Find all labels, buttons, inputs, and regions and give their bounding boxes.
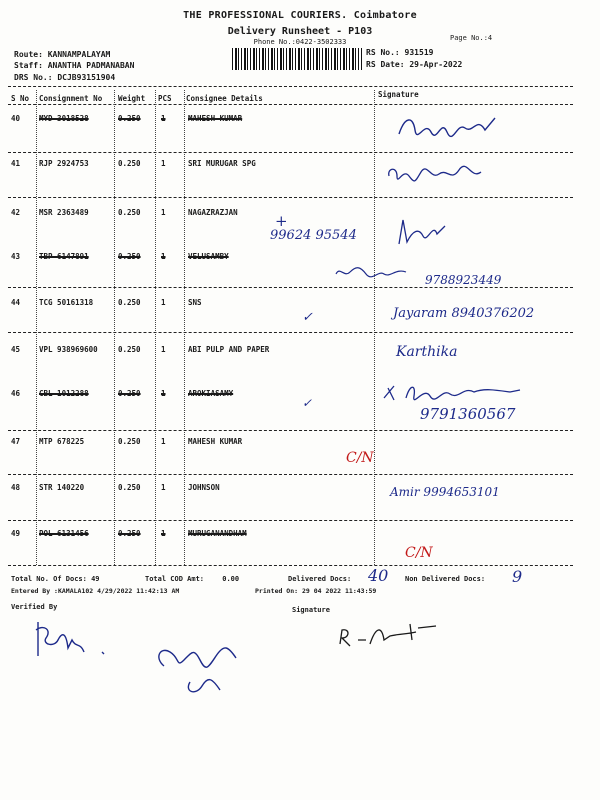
cell-consignee: MAHESH KUMAR xyxy=(188,114,243,123)
handwritten-non-delivered-count: 9 xyxy=(512,567,523,586)
cell-consignee: ABI PULP AND PAPER xyxy=(188,345,270,354)
cell-sno: 48 xyxy=(11,483,21,492)
cell-consignee: MAHESH KUMAR xyxy=(188,437,243,446)
cell-pcs: 1 xyxy=(161,345,166,354)
route-row xyxy=(14,50,110,59)
staff-row xyxy=(14,61,134,70)
cell-weight: 0.250 xyxy=(118,208,141,217)
col-divider xyxy=(114,90,115,565)
page-number: Page No.:4 xyxy=(450,34,493,42)
cell-consignment-no: CBL 1012288 xyxy=(39,389,89,398)
signature-row-40 xyxy=(395,112,505,144)
cell-consignment-no: MSR 2363489 xyxy=(39,208,89,217)
col-header-weight: Weight xyxy=(118,94,146,103)
row-separator xyxy=(8,197,573,198)
cell-pcs: 1 xyxy=(161,298,166,307)
cell-pcs: 1 xyxy=(161,529,166,538)
table-bottom-rule xyxy=(8,565,573,566)
table-top-rule xyxy=(8,86,573,87)
handwritten-phone-42: 99624 95544 xyxy=(270,228,357,243)
cell-consignment-no: TBP 6147891 xyxy=(39,252,89,261)
table-header-rule xyxy=(8,104,573,105)
cell-consignee: AROKIASAMY xyxy=(188,389,234,398)
handwritten-phone-43: 9788923449 xyxy=(425,273,502,287)
rs-date-row xyxy=(366,60,462,69)
col-divider xyxy=(374,90,375,565)
row-separator xyxy=(8,152,573,153)
cell-pcs: 1 xyxy=(161,159,166,168)
cell-weight: 0.250 xyxy=(118,252,141,261)
cell-pcs: 1 xyxy=(161,208,166,217)
total-docs xyxy=(11,575,100,583)
handwritten-cn-49: C/N xyxy=(405,545,433,561)
cell-consignee: JOHNSON xyxy=(188,483,220,492)
delivered-docs-label: Delivered Docs: xyxy=(288,575,352,583)
cell-sno: 46 xyxy=(11,389,21,398)
cell-pcs: 1 xyxy=(161,114,166,123)
cell-consignment-no: STR 140220 xyxy=(39,483,85,492)
verifier-signature xyxy=(32,618,112,662)
handwritten-mark-44: ✓ xyxy=(302,310,313,325)
cell-consignee: SRI MURUGAR SPG xyxy=(188,159,256,168)
total-cod xyxy=(145,575,239,583)
barcode-image xyxy=(232,48,362,70)
rs-no-row xyxy=(366,48,433,57)
handwritten-name-45: Karthika xyxy=(396,344,458,360)
route-value: KANNAMPALAYAM xyxy=(47,50,111,59)
non-delivered-docs-label: Non Delivered Docs: xyxy=(405,575,486,583)
handwritten-phone-46: 9791360567 xyxy=(420,405,516,423)
rs-no-value: 931519 xyxy=(404,48,434,57)
row-separator xyxy=(8,520,573,521)
cell-weight: 0.250 xyxy=(118,159,141,168)
drs-label: DRS No.: xyxy=(14,73,53,82)
company-name: THE PROFESSIONAL COURIERS. Coimbatore xyxy=(183,10,417,21)
cell-sno: 47 xyxy=(11,437,21,446)
signature-row-43 xyxy=(332,262,412,282)
cell-consignment-no: MTP 678225 xyxy=(39,437,85,446)
cell-consignment-no: TCG 50161318 xyxy=(39,298,94,307)
rs-no-label: RS No.: xyxy=(366,48,400,57)
row-separator xyxy=(8,332,573,333)
cell-consignee: NAGAZRAZJAN xyxy=(188,208,238,217)
cell-consignment-no: POL 6131456 xyxy=(39,529,89,538)
row-separator xyxy=(8,474,573,475)
cell-weight: 0.250 xyxy=(118,437,141,446)
cell-weight: 0.250 xyxy=(118,483,141,492)
handwritten-cn-47: C/N xyxy=(346,450,374,466)
cell-weight: 0.250 xyxy=(118,345,141,354)
cell-sno: 42 xyxy=(11,208,21,217)
total-docs-value: 49 xyxy=(91,575,100,583)
rs-date-label: RS Date: xyxy=(366,60,405,69)
cell-sno: 40 xyxy=(11,114,21,123)
col-header-consignment: Consignment No xyxy=(39,94,103,103)
col-divider xyxy=(155,90,156,565)
cell-weight: 0.250 xyxy=(118,529,141,538)
col-header-consignee: Consignee Details xyxy=(186,94,263,103)
drs-value: DCJB93151904 xyxy=(57,73,116,82)
cell-consignment-no: MYD 3018528 xyxy=(39,114,89,123)
cell-pcs: 1 xyxy=(161,389,166,398)
rs-date-value: 29-Apr-2022 xyxy=(409,60,463,69)
cell-consignee: VELUSAMBY xyxy=(188,252,229,261)
cell-consignee: SNS xyxy=(188,298,202,307)
handwritten-delivered-count: 40 xyxy=(368,566,389,585)
cell-sno: 44 xyxy=(11,298,21,307)
total-cod-label: Total COD Amt: xyxy=(145,575,205,583)
cell-sno: 41 xyxy=(11,159,21,168)
cell-sno: 43 xyxy=(11,252,21,261)
col-header-pcs: PCS xyxy=(158,94,172,103)
cell-weight: 0.250 xyxy=(118,298,141,307)
handwritten-mark-46: ✓ xyxy=(302,396,313,410)
verified-by-label: Verified By xyxy=(11,603,58,611)
handwritten-tick-42: + xyxy=(275,212,288,230)
cell-sno: 45 xyxy=(11,345,21,354)
col-header-sno: S No xyxy=(11,94,30,103)
cell-pcs: 1 xyxy=(161,252,166,261)
cell-weight: 0.250 xyxy=(118,114,141,123)
total-docs-label: Total No. Of Docs: xyxy=(11,575,87,583)
total-cod-value: 0.00 xyxy=(222,575,240,583)
row-separator xyxy=(8,287,573,288)
phone-number: Phone No.:0422-3502333 xyxy=(253,38,347,46)
handwritten-note-44: Jayaram 8940376202 xyxy=(393,306,535,321)
printed-on: Printed On: 29 04 2022 11:43:59 xyxy=(255,587,377,595)
entered-by: Entered By :KAMALA102 4/29/2022 11:42:13 AM xyxy=(11,587,180,595)
route-label: Route: xyxy=(14,50,43,59)
signature-label: Signature xyxy=(292,606,330,614)
cell-weight: 0.250 xyxy=(118,389,141,398)
staff-label: Staff: xyxy=(14,61,43,70)
drs-row xyxy=(14,73,115,82)
cell-pcs: 1 xyxy=(161,483,166,492)
cell-consignment-no: VPL 938969600 xyxy=(39,345,98,354)
signature-row-42 xyxy=(393,212,453,252)
staff-signature xyxy=(336,620,446,650)
col-divider xyxy=(36,90,37,565)
staff-value: ANANTHA PADMANABAN xyxy=(47,61,135,70)
col-divider xyxy=(184,90,185,565)
row-separator xyxy=(8,430,573,431)
runsheet-title: Delivery Runsheet - P103 xyxy=(227,26,373,37)
signature-row-46 xyxy=(380,378,530,406)
handwritten-note-48: Amir 9994653101 xyxy=(390,485,500,499)
cell-sno: 49 xyxy=(11,529,21,538)
signature-row-41 xyxy=(385,160,495,188)
cell-consignee: MURUGANANDHAM xyxy=(188,529,247,538)
cell-pcs: 1 xyxy=(161,437,166,446)
col-header-signature: Signature xyxy=(378,90,419,99)
cell-consignment-no: RJP 2924753 xyxy=(39,159,89,168)
